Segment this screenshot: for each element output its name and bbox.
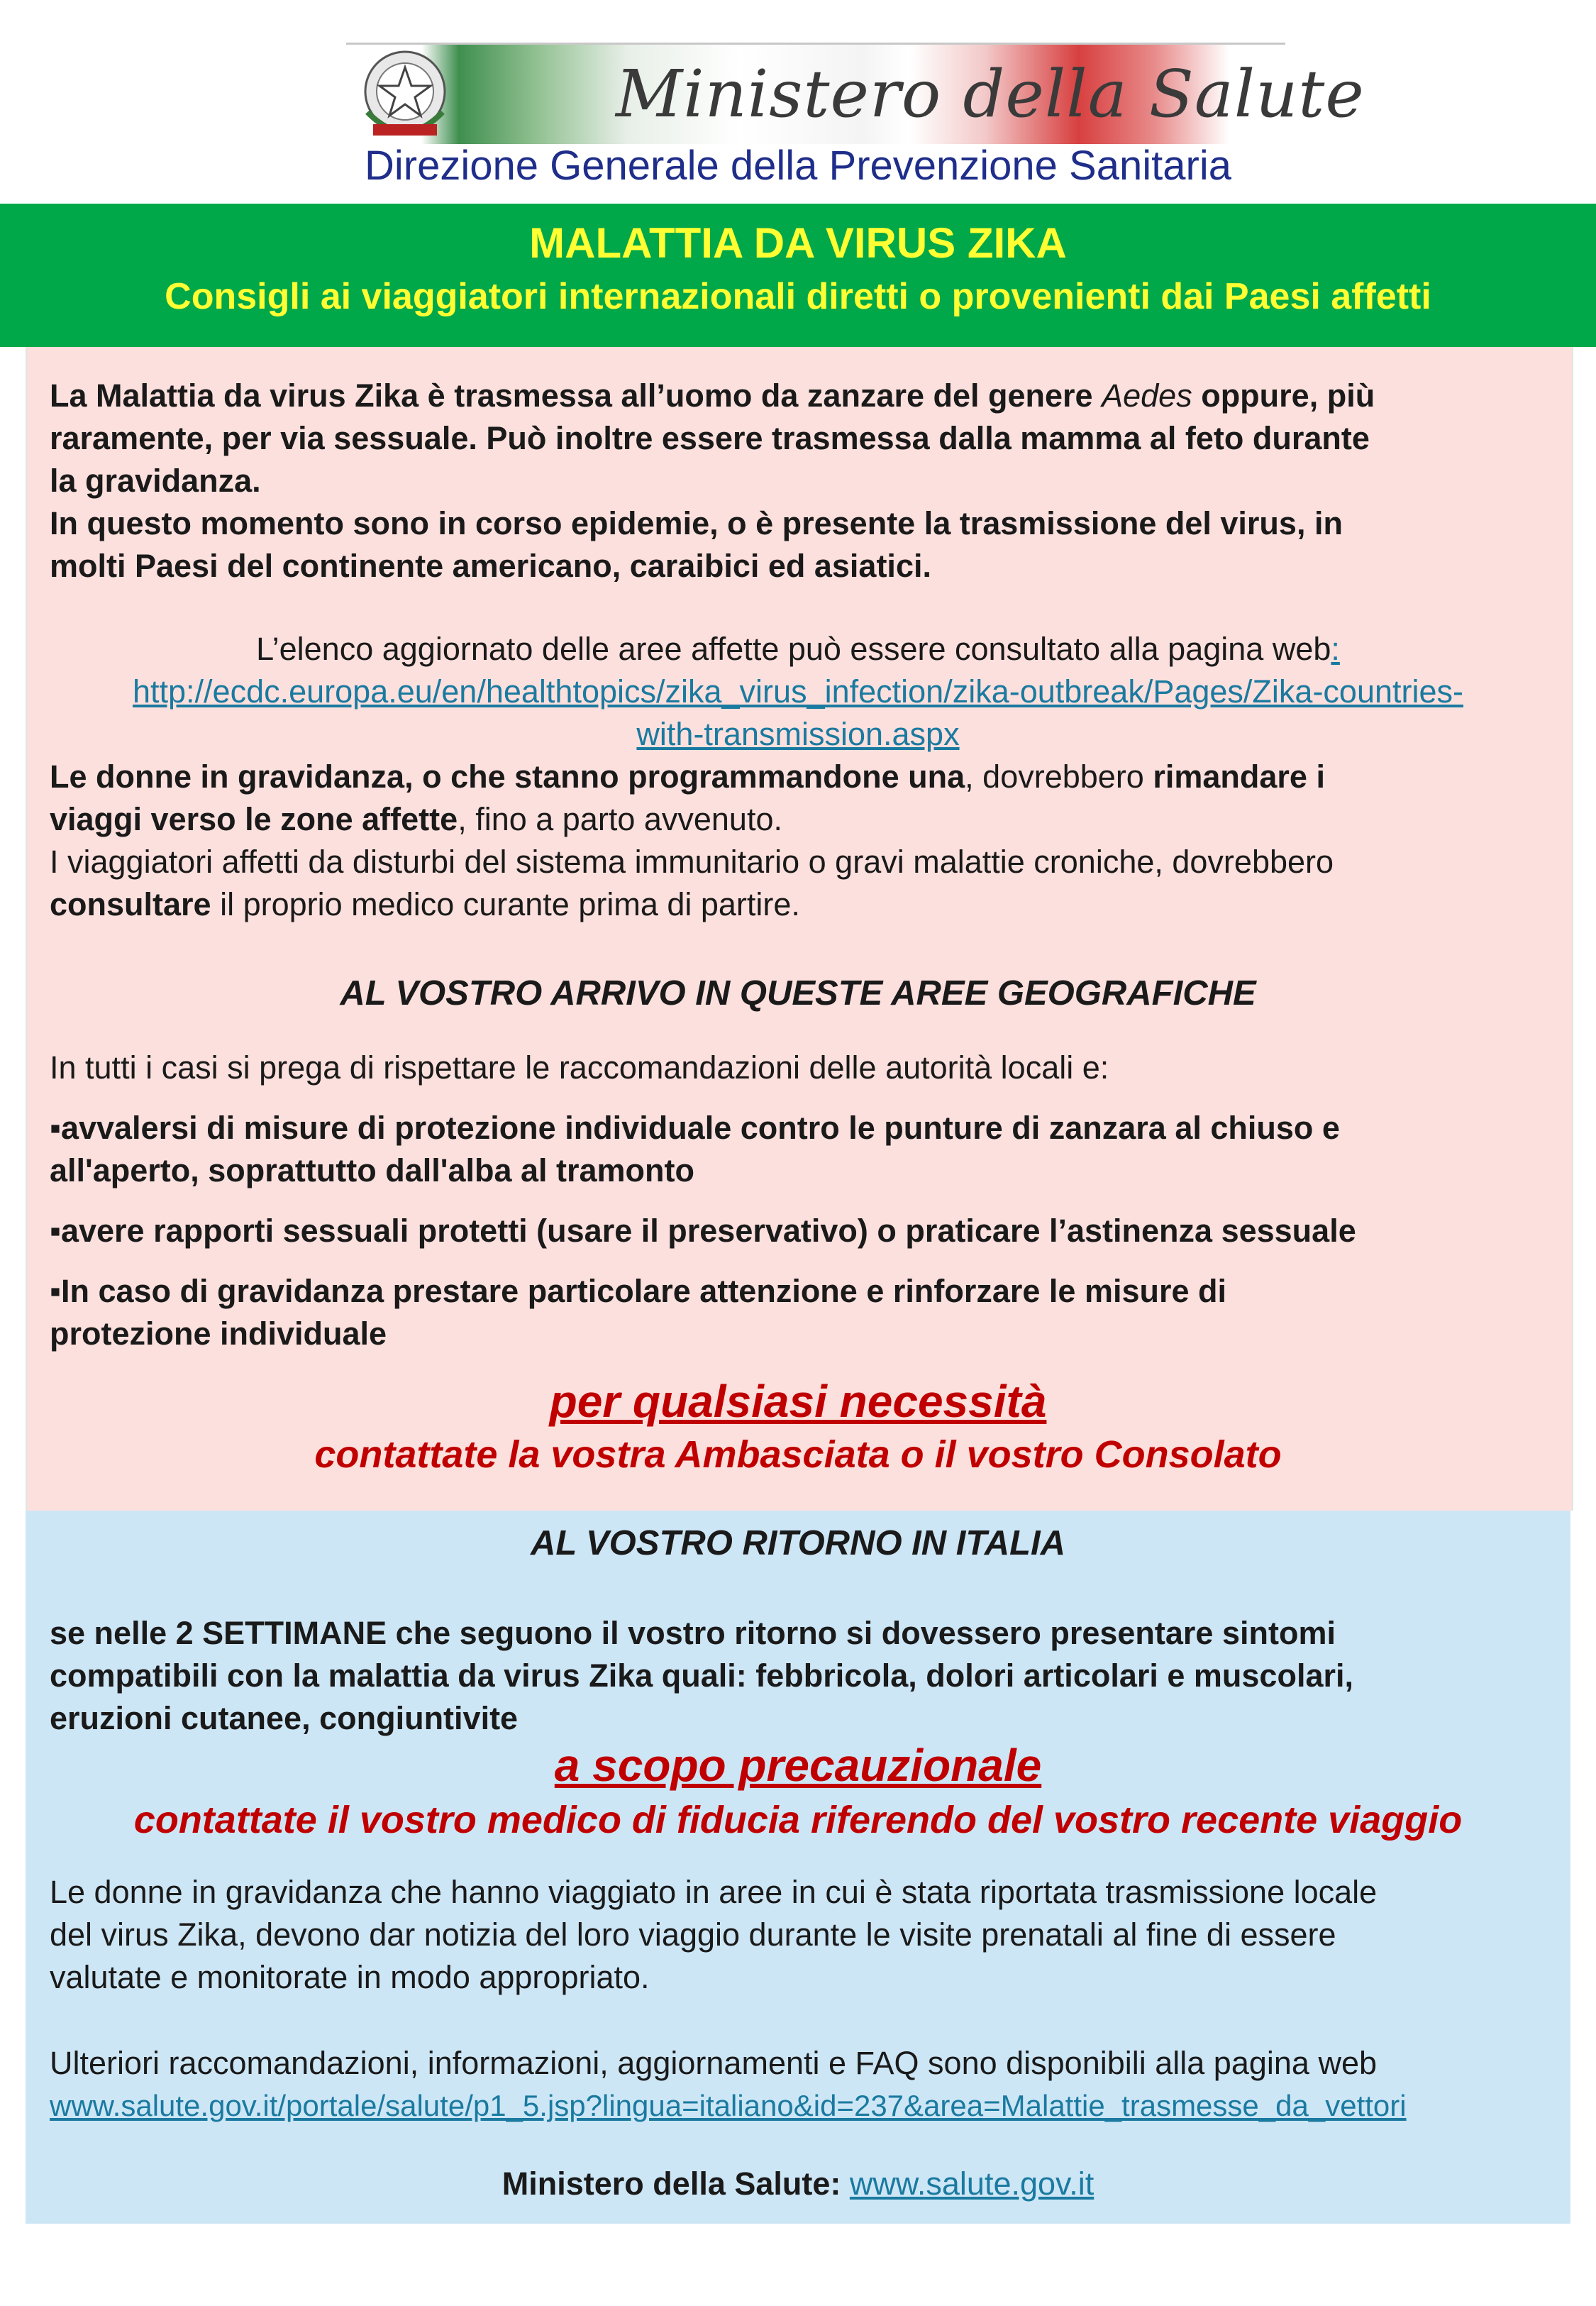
precaution-heading: a scopo precauzionale [554,1740,1042,1791]
need-heading: per qualsiasi necessità [549,1376,1047,1427]
ministry-logo [346,43,1365,144]
ecdc-link-cont[interactable]: with-transmission.aspx [636,716,960,752]
italian-emblem-icon [352,45,458,144]
precaution-contact: contattate il vostro medico di fiducia riferendo del vostro recente viaggio [133,1799,1463,1841]
footer [50,2163,1546,2205]
return-line-3: eruzioni cutanee, congiuntivite [50,1700,519,1736]
intro-line-3: la gravidanza. [50,463,261,499]
pregnant-return-line-2: del virus Zika, devono dar notizia del loro viaggio durante le visite prenatali al fine di essere [50,1916,1336,1953]
footer-label: Ministero della Salute: [501,2166,850,2202]
arrival-intro: In tutti i casi si prega di rispettare le raccomandazioni delle autorità locali e: [50,1049,1109,1086]
arrival-bullet-3: ▪In caso di gravidanza prestare particolare attenzione e rinforzare le misure di [50,1273,1227,1309]
pregnancy-line-2: viaggi verso le zone affette, fino a parto avvenuto. [50,801,782,837]
salute-vectors-link[interactable]: www.salute.gov.it/portale/salute/p1_5.jsp?lingua=italiano&id=237&area=Malattie_trasmesse_da_vettori [50,2089,1407,2122]
pregnancy-line-3: I viaggiatori affetti da disturbi del sistema immunitario o gravi malattie croniche, dovrebbero [50,844,1334,880]
return-line-2: compatibili con la malattia da virus Zika quali: febbricola, dolori articolari e muscolari, [50,1657,1353,1694]
ecdc-link[interactable]: http://ecdc.europa.eu/en/healthtopics/zika_virus_infection/zika-outbreak/Pages/Zika-countries- [132,673,1464,710]
page-title: MALATTIA DA VIRUS ZIKA [529,219,1067,267]
intro-line-2: raramente, per via sessuale. Può inoltre essere trasmessa dalla mamma al feto durante [50,420,1370,456]
arrival-bullet-1-cont: all'aperto, soprattutto dall'alba al tramonto [50,1152,695,1188]
pregnant-return-line-3: valutate e monitorate in modo appropriato. [50,1959,650,1995]
salute-home-link[interactable]: www.salute.gov.it [849,2166,1095,2202]
arrival-bullet-1: ▪avvalersi di misure di protezione individuale contro le punture di zanzara al chiuso e [50,1110,1340,1146]
return-heading: AL VOSTRO RITORNO IN ITALIA [530,1524,1066,1562]
page-subtitle: Consigli ai viaggiatori internazionali diretti o provenienti dai Paesi affetti [165,276,1431,317]
intro-line-5: molti Paesi del continente americano, caraibici ed asiatici. [50,548,931,584]
areas-list-text: L’elenco aggiornato delle aree affette può essere consultato alla pagina web: [256,631,1340,667]
arrival-bullet-2: ▪avere rapporti sessuali protetti (usare il preservativo) o praticare l’astinenza sessuale [50,1213,1356,1249]
logo-text: Ministero della Salute [616,56,1365,132]
return-line-1: se nelle 2 SETTIMANE che seguono il vostro ritorno si dovessero presentare sintomi [50,1615,1336,1651]
more-info-text: Ulteriori raccomandazioni, informazioni, aggiornamenti e FAQ sono disponibili alla pagina web [50,2045,1377,2081]
pregnancy-line-1: Le donne in gravidanza, o che stanno programmandone una, dovrebbero rimandare i [50,758,1325,795]
arrival-heading: AL VOSTRO ARRIVO IN QUESTE AREE GEOGRAFICHE [340,974,1256,1013]
intro-line-4: In questo momento sono in corso epidemie, o è presente la trasmissione del virus, in [50,505,1343,541]
pregnancy-line-4: consultare il proprio medico curante prima di partire. [50,886,800,922]
intro-line-1: La Malattia da virus Zika è trasmessa all’uomo da zanzare del genere Aedes oppure, più [50,377,1375,414]
pregnant-return-line-1: Le donne in gravidanza che hanno viaggiato in aree in cui è stata riportata trasmissione locale [50,1874,1378,1910]
arrival-bullet-3-cont: protezione individuale [50,1315,387,1352]
directorate-name: Direzione Generale della Prevenzione Sanitaria [365,143,1231,189]
need-contact: contattate la vostra Ambasciata o il vostro Consolato [314,1433,1282,1476]
